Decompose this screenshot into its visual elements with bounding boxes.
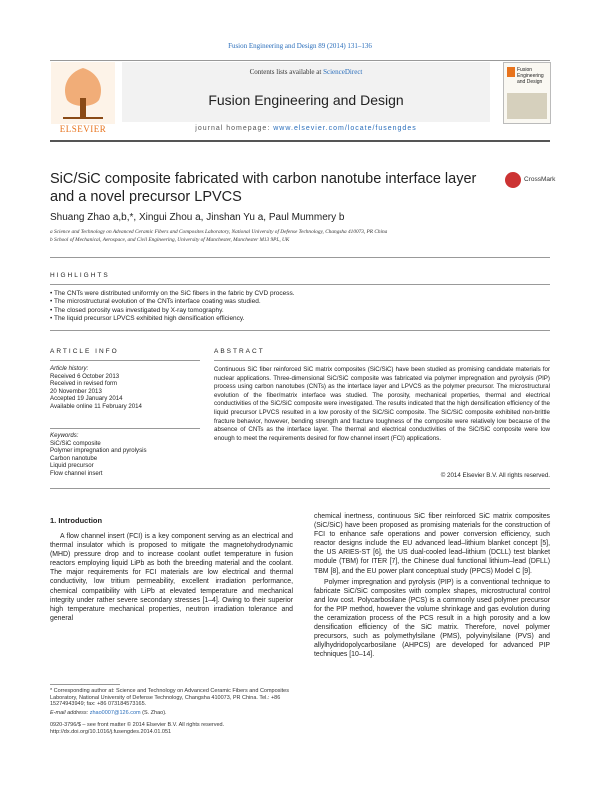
email-label: E-mail address: xyxy=(50,710,90,716)
cover-logo-icon xyxy=(507,67,515,77)
journal-citation[interactable]: Fusion Engineering and Design 89 (2014) 131–136 xyxy=(228,42,372,50)
affiliation-a: a Science and Technology on Advanced Ceramic Fibers and Composites Laboratory, National University of Defense Technology, Changsha 410073, PR China xyxy=(50,229,388,235)
crossmark-icon[interactable] xyxy=(505,172,521,188)
journal-name: Fusion Engineering and Design xyxy=(208,92,404,108)
cover-art xyxy=(507,93,547,119)
abstract-text: Continuous SiC fiber reinforced SiC matrix composites (SiC/SiC) have been studied as promising candidate materials for nuclear applications. Three-dimensional SiC/SiC composite was fabricated via polymer impregnation and pyrolysis (PIP) process using carbon nanotubes (CNTs) as the interface layer and LPVCS as the polymer precursor. The microstructural evolution of the fiber/matrix interface was studied. The porosity, mechanical properties, thermal and electrical conductivities of the SiC/SiC composite were investigated. The results indicated that the high densification efficiency of the liquid precursor LPVCS resulted in a low porosity of the SiC/SiC composite. The SiC/SiC composite exhibited non-brittle fracture behavior, however, bending strength and fracture toughness of the composite were relatively low because of the absence of CNTs as the interface layer. The thermal and electrical conductivities of the SiC/SiC composite were low enough to meet the requirements desired for flow channel insert (FCI) applications. xyxy=(214,366,550,442)
affiliation-b: b School of Mechanical, Aerospace, and Civil Engineering, University of Manchester, Manchester M13 9PL, UK xyxy=(50,237,290,243)
publisher-name: ELSEVIER xyxy=(59,124,107,134)
keyword-item: Flow channel insert xyxy=(50,469,103,477)
keywords-divider xyxy=(50,428,200,429)
issn-line: 0920-3796/$ – see front matter © 2014 Elsevier B.V. All rights reserved. xyxy=(50,722,225,728)
email-link[interactable]: zhao0007@126.com xyxy=(89,710,141,716)
keyword-item: Carbon nanotube xyxy=(50,454,98,462)
keywords xyxy=(50,432,200,478)
abstract-label: ABSTRACT xyxy=(214,348,265,355)
email-line xyxy=(50,710,293,717)
intro-paragraph: A flow channel insert (FCI) is a key component serving as an electrical and thermal insulator which is proposed to mitigate the magnetohydrodynamic (MHD) pressure drop and to increase coolant outlet temperature in fusion reactors employing liquid LiPb as both the breeding material and the coolant. The major requirements for FCI materials are low electrical and thermal conductivity, low tritium permeability, excellent irradiation performance, chemical compatibility with LiPb at elevated temperature and mechanical integrity under rather severe secondary stresses [1–4]. Owing to their superior high temperature mechanical properties, neutron irradiation tolerance and general xyxy=(50,533,293,622)
intro-paragraph: Polymer impregnation and pyrolysis (PIP) is a conventional technique to fabricate SiC/SiC composites with complex shapes, microstructural control and low cost. Polycarbosilane (PCS) is a commonly used polymer precursor for the PIP method, however the volume shrinkage and gas evolution during the ceramization process of the PCS result in a high porosity and a low densification efficiency of the SiC matrix. Therefore, novel polymer precursors, such as polymethylsilane (PMS), polyvinylsilane (PVS) and allylhydridopolycarbosilane (AHPCS) are developed for advanced PIP techniques [10–14]. xyxy=(314,578,550,659)
highlights-list xyxy=(50,290,550,323)
highlights-label: HIGHLIGHTS xyxy=(50,272,110,279)
keywords-label: Keywords: xyxy=(50,432,79,439)
section-heading-introduction: 1. Introduction xyxy=(50,516,103,525)
intro-left-column xyxy=(50,532,293,623)
corresponding-author-note: * Corresponding author at: Science and Technology on Advanced Ceramic Fibers and Composites Laboratory, National University of Defense Technology, Changsha 410073, PR China. Tel.: +86 15274943949; fax: +86 073184573165. xyxy=(50,688,289,708)
highlight-item: • The microstructural evolution of the CNTs interface coating was studied. xyxy=(50,298,550,306)
homepage-link[interactable]: www.elsevier.com/locate/fusengdes xyxy=(273,125,417,132)
history-line: 20 November 2013 xyxy=(50,387,102,395)
abstract-divider xyxy=(214,360,550,361)
journal-cover-thumbnail xyxy=(503,62,551,124)
contents-prefix: Contents lists available at xyxy=(249,68,324,76)
article-title: SiC/SiC composite fabricated with carbon nanotube interface layer and a novel precursor LPVCS xyxy=(50,171,477,205)
keyword-item: SiC/SiC composite xyxy=(50,439,101,447)
article-info-label: ARTICLE INFO xyxy=(50,348,119,355)
email-suffix: (S. Zhao). xyxy=(140,710,167,716)
highlights-divider xyxy=(50,284,550,285)
highlight-item: • The liquid precursor LPVCS exhibited high densification efficiency. xyxy=(50,315,550,323)
header-divider xyxy=(50,140,550,142)
abstract-copyright: © 2014 Elsevier B.V. All rights reserved. xyxy=(440,472,550,479)
history-line: Accepted 19 January 2014 xyxy=(50,395,123,403)
history-line: Available online 11 February 2014 xyxy=(50,402,142,410)
history-line: Received in revised form xyxy=(50,380,118,388)
keyword-item: Polymer impregnation and pyrolysis xyxy=(50,447,147,455)
highlights-bottom-divider xyxy=(50,330,550,331)
elsevier-tree-logo xyxy=(51,62,115,124)
footnote-divider xyxy=(50,684,120,685)
intro-paragraph: chemical inertness, continuous SiC fiber reinforced SiC matrix composites (SiC/SiC) have been proposed as promising materials for the construction of FCI to enhance safe operations and power conversion efficiency, such reactor designs include the EU advanced lead–lithium blanket concept [5], the US ARIES-ST [6], the US dual-cooled lead–lithium (DCLL) test blanket module (TBM) for ITER [7], the Chinese dual functional lithium–lead (DFLL) TBM [8], and the EU power plant conceptual study (PPCS) Model C [9]. xyxy=(314,513,550,575)
intro-right-column xyxy=(314,512,550,660)
highlight-item: • The closed porosity was investigated by X-ray tomography. xyxy=(50,307,550,315)
title-divider xyxy=(50,257,550,258)
abstract-bottom-divider xyxy=(50,488,550,489)
doi-link[interactable]: http://dx.doi.org/10.1016/j.fusengdes.2014.01.051 xyxy=(50,729,172,735)
highlight-item: • The CNTs were distributed uniformly on the SiC fibers in the fabric by CVD process. xyxy=(50,290,550,298)
keyword-item: Liquid precursor xyxy=(50,462,94,470)
history-line: Received 6 October 2013 xyxy=(50,372,120,380)
cover-title: Fusion Engineering and Design xyxy=(517,67,544,85)
history-label: Article history: xyxy=(50,365,89,372)
article-history xyxy=(50,365,200,411)
contents-line xyxy=(122,68,490,76)
crossmark-label[interactable]: CrossMark xyxy=(524,176,556,183)
author-list: Shuang Zhao a,b,*, Xingui Zhou a, Jinshan Yu a, Paul Mummery b xyxy=(50,212,345,223)
article-info-divider xyxy=(50,360,200,361)
journal-homepage xyxy=(122,125,490,132)
sciencedirect-link[interactable]: ScienceDirect xyxy=(323,68,363,76)
homepage-label: journal homepage: xyxy=(195,125,274,132)
